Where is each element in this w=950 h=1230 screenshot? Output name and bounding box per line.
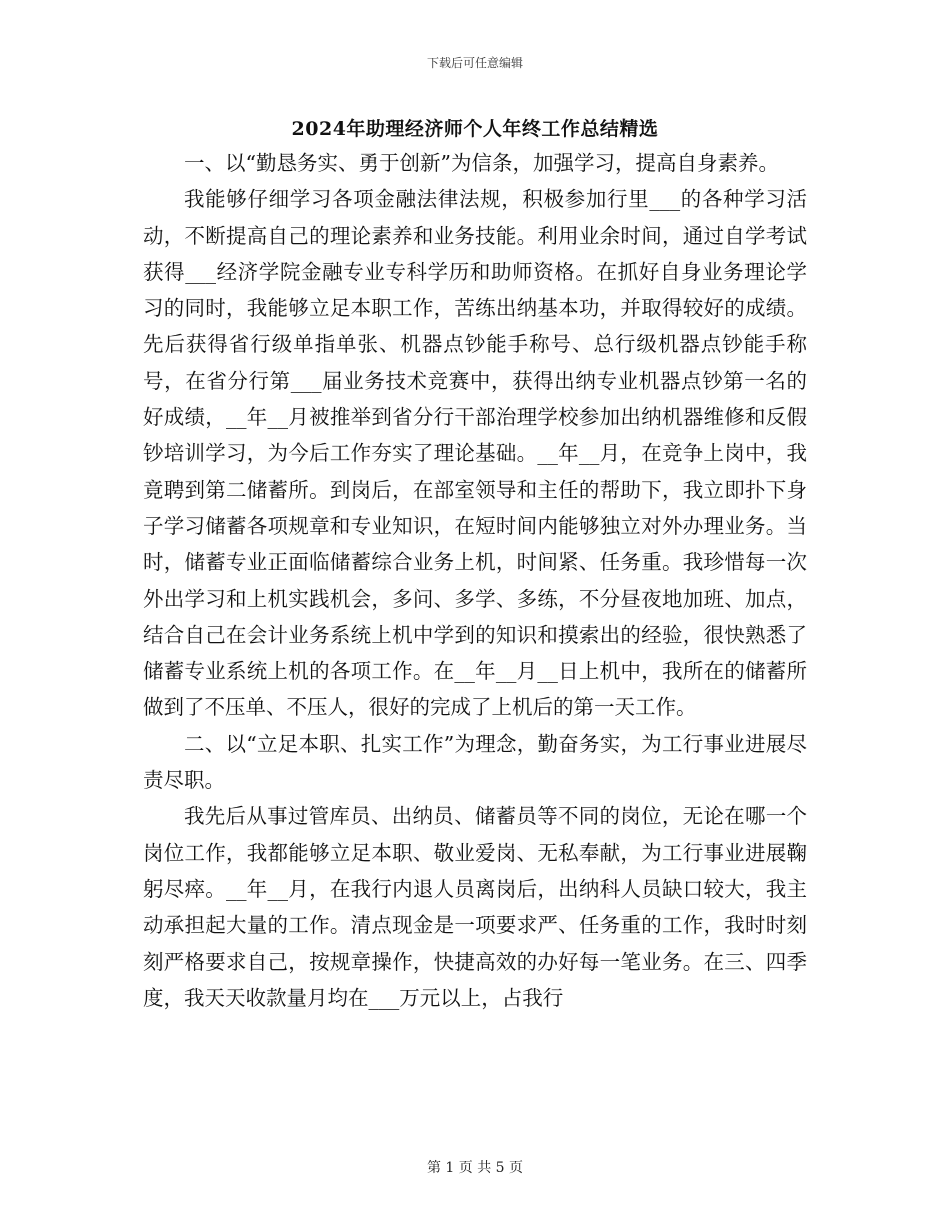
- page-header-note: 下载后可任意编辑: [426, 56, 523, 70]
- document-title: 2024年助理经济师个人年终工作总结精选: [291, 118, 659, 140]
- paragraph-section-one-heading: 一、以“勤恳务实、勇于创新”为信条，加强学习，提高自身素养。: [184, 151, 779, 175]
- document-body: [143, 145, 807, 1016]
- paragraph-section-two-heading: 二、以“立足本职、扎实工作”为理念，勤奋务实，为工行事业进展尽责尽职。: [143, 731, 807, 793]
- page-number: 第 1 页 共 5 页: [426, 1160, 524, 1176]
- paragraph-work-details: 我先后从事过管库员、出纳员、储蓄员等不同的岗位，无论在哪一个岗位工作，我都能够立足本职、敬业爱岗、无私奉献，为工行事业进展鞠躬尽瘁。__年__月，在我行内退人员离岗后，出纳科人员缺口较大，我主动承担起大量的工作。清点现金是一项要求严、任务重的工作，我时时刻刻严格要求自己，按规章操作，快捷高效的办好每一笔业务。在三、四季度，我天天收款量月均在___万元以上，占我行: [143, 804, 807, 1010]
- paragraph-study-details: 我能够仔细学习各项金融法律法规，积极参加行里___的各种学习活动，不断提高自己的理论素养和业务技能。利用业余时间，通过自学考试获得___经济学院金融专业专科学历和助师资格。在抓好自身业务理论学习的同时，我能够立足本职工作，苦练出纳基本功，并取得较好的成绩。先后获得省行级单指单张、机器点钞能手称号、总行级机器点钞能手称号，在省分行第___届业务技术竞赛中，获得出纳专业机器点钞第一名的好成绩，__年__月被推举到省分行干部治理学校参加出纳机器维修和反假钞培训学习，为今后工作夯实了理论基础。__年__月，在竞争上岗中，我竟聘到第二储蓄所。到岗后，在部室领导和主任的帮助下，我立即扑下身子学习储蓄各项规章和专业知识，在短时间内能够独立对外办理业务。当时，储蓄专业正面临储蓄综合业务上机，时间紧、任务重。我珍惜每一次外出学习和上机实践机会，多问、多学、多练，不分昼夜地加班、加点，结合自己在会计业务系统上机中学到的知识和摸索出的经验，很快熟悉了储蓄专业系统上机的各项工作。在__年__月__日上机中，我所在的储蓄所做到了不压单、不压人，很好的完成了上机后的第一天工作。: [143, 187, 807, 720]
